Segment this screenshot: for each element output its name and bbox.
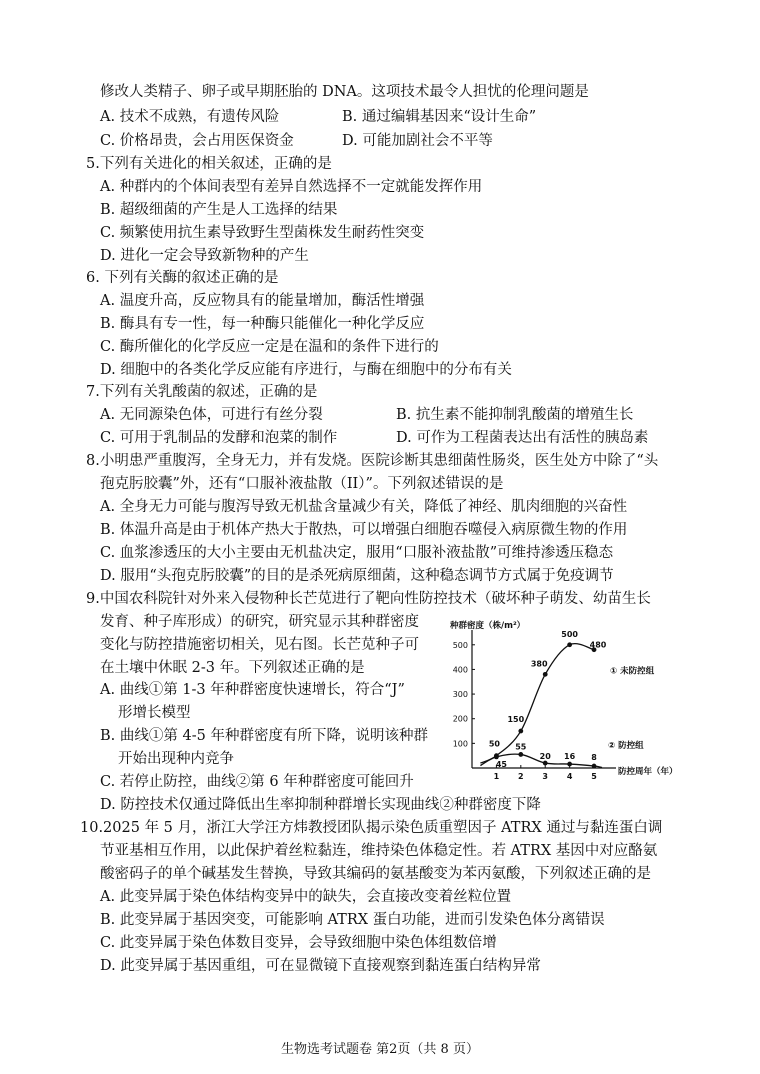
q7-option-d: D. 可作为工程菌表达出有活性的胰岛素 xyxy=(396,430,649,446)
q6-option-c: C. 酶所催化的化学反应一定是在温和的条件下进行的 xyxy=(100,339,439,355)
q9-stem-line1: 9.中国农科院针对外来入侵物种长芒苋进行了靶向性防控技术（破坏种子萌发、幼苗生长 xyxy=(86,591,651,607)
q6-option-b: B. 酶具有专一性，每一种酶只能催化一种化学反应 xyxy=(100,316,425,332)
y-tick-label: 300 xyxy=(452,690,468,700)
q9-stem-line3: 变化与防控措施密切相关，见右图。长芒苋种子可 xyxy=(100,637,419,653)
chart-xlabel: 防控周年（年） xyxy=(618,767,678,777)
q9-stem-line4: 在土壤中休眠 2-3 年。下列叙述正确的是 xyxy=(100,660,365,676)
q4-option-d: D. 可能加剧社会不平等 xyxy=(342,133,493,149)
q4-option-c: C. 价格昂贵，会占用医保资金 xyxy=(100,133,294,149)
q7-option-c: C. 可用于乳制品的发酵和泡菜的制作 xyxy=(100,430,338,446)
q5-option-b: B. 超级细菌的产生是人工选择的结果 xyxy=(100,202,338,218)
q10-stem-line3: 酸密码子的单个碱基发生替换，导致其编码的氨基酸变为苯丙氨酸，下列叙述正确的是 xyxy=(100,866,651,882)
chart-ylabel: 种群密度（株/m²） xyxy=(450,621,526,631)
series-1-point xyxy=(543,672,548,677)
series-2-data-label: 20 xyxy=(539,752,551,762)
q9-option-c: C. 若停止防控，曲线②第 6 年种群密度可能回升 xyxy=(100,774,414,790)
q9-option-d: D. 防控技术仅通过降低出生率抑制种群增长实现曲线②种群密度下降 xyxy=(100,797,541,813)
x-tick-label: 2 xyxy=(518,772,524,781)
series-1-data-label: 480 xyxy=(589,640,607,650)
q5-stem: 5.下列有关进化的相关叙述，正确的是 xyxy=(86,156,332,172)
series-1-data-label: 500 xyxy=(561,629,578,639)
q7-stem: 7.下列有关乳酸菌的叙述，正确的是 xyxy=(86,384,318,400)
y-tick-label: 400 xyxy=(452,665,468,675)
series-2-point xyxy=(567,762,572,767)
q7-option-a: A. 无同源染色体，可进行有丝分裂 xyxy=(100,407,323,423)
x-tick-label: 3 xyxy=(542,772,549,781)
q9-option-a-line2: 形增长模型 xyxy=(118,705,191,721)
q4-option-a: A. 技术不成熟，有遗传风险 xyxy=(100,109,280,125)
q4-stem-tail: 修改人类精子、卵子或早期胚胎的 DNA。这项技术最令人担忧的伦理问题是 xyxy=(100,84,589,100)
q8-option-c: C. 血浆渗透压的大小主要由无机盐决定，服用“口服补液盐散”可维持渗透压稳态 xyxy=(100,545,614,561)
series-2-data-label: 55 xyxy=(515,742,527,752)
q9-option-b-line1: B. 曲线①第 4-5 年种群密度有所下降，说明该种群 xyxy=(100,728,428,744)
q10-option-a: A. 此变异属于染色体结构变异中的缺失，会直接改变着丝粒位置 xyxy=(100,889,512,905)
q9-stem-line2: 发育、种子库形成）的研究，研究显示其种群密度 xyxy=(100,614,419,630)
x-tick-label: 1 xyxy=(493,772,500,781)
q10-option-b: B. 此变异属于基因突变，可能影响 ATRX 蛋白功能，进而引发染色体分离错误 xyxy=(100,912,605,928)
series-1-data-label: 50 xyxy=(488,739,500,749)
y-tick-label: 200 xyxy=(452,714,468,724)
q8-option-d: D. 服用“头孢克肟胶囊”的目的是杀死病原细菌，这种稳态调节方式属于免疫调节 xyxy=(100,568,614,584)
series-1-point xyxy=(567,642,572,647)
series-2-point xyxy=(518,752,523,757)
q5-option-c: C. 频繁使用抗生素导致野生型菌株发生耐药性突变 xyxy=(100,225,425,241)
q10-stem-line1: 10.2025 年 5 月，浙江大学汪方炜教授团队揭示染色质重塑因子 ATRX 通过与黏连蛋白调 xyxy=(80,820,663,836)
series-2-point xyxy=(592,764,597,769)
series-2-data-label: 16 xyxy=(564,752,576,762)
q5-option-a: A. 种群内的个体间表型有差异自然选择不一定就能发挥作用 xyxy=(100,179,483,195)
series-2-point xyxy=(543,761,548,766)
series-1-point xyxy=(518,729,523,734)
q6-option-d: D. 细胞中的各类化学反应能有序进行，与酶在细胞中的分布有关 xyxy=(100,362,512,378)
x-tick-label: 4 xyxy=(566,772,573,781)
y-tick-label: 500 xyxy=(452,640,468,650)
series-2-data-label: 8 xyxy=(591,753,597,763)
q8-option-a: A. 全身无力可能与腹泻导致无机盐含量减少有关，降低了神经、肌肉细胞的兴奋性 xyxy=(100,499,628,515)
q10-option-d: D. 此变异属于基因重组，可在显微镜下直接观察到黏连蛋白结构异常 xyxy=(100,958,541,974)
q8-option-b: B. 体温升高是由于机体产热大于散热，可以增强白细胞吞噬侵入病原微生物的作用 xyxy=(100,522,628,538)
population-density-chart xyxy=(444,618,704,790)
q4-option-b: B. 通过编辑基因来“设计生命” xyxy=(342,109,537,125)
q6-stem: 6. 下列有关酶的叙述正确的是 xyxy=(86,270,279,286)
q6-option-a: A. 温度升高，反应物具有的能量增加，酶活性增强 xyxy=(100,293,425,309)
q10-option-c: C. 此变异属于染色体数目变异，会导致细胞中染色体组数倍增 xyxy=(100,935,497,951)
page-footer: 生物选考试题卷 第2页（共 8 页） xyxy=(281,1042,479,1057)
series-2-name-label: ② 防控组 xyxy=(608,741,644,752)
series-1-data-label: 380 xyxy=(530,659,548,669)
q5-option-d: D. 进化一定会导致新物种的产生 xyxy=(100,248,309,264)
y-tick-label: 100 xyxy=(452,739,468,749)
series-2-data-label: 45 xyxy=(495,759,507,769)
q9-option-a-line1: A. 曲线①第 1-3 年种群密度快速增长，符合“J” xyxy=(100,682,405,698)
q7-option-b: B. 抗生素不能抑制乳酸菌的增殖生长 xyxy=(396,407,634,423)
x-tick-label: 5 xyxy=(591,772,597,781)
series-1-data-label: 150 xyxy=(507,715,525,725)
series-2-point xyxy=(494,755,499,760)
q10-stem-line2: 节亚基相互作用，以此保护着丝粒黏连，维持染色体稳定性。若 ATRX 基因中对应酪氨 xyxy=(100,843,658,859)
q8-stem-line2: 孢克肟胶囊”外，还有“口服补液盐散（II）”。下列叙述错误的是 xyxy=(100,476,504,492)
q9-option-b-line2: 开始出现种内竞争 xyxy=(118,751,234,767)
q8-stem-line1: 8.小明患严重腹泻，全身无力，并有发烧。医院诊断其患细菌性肠炎，医生处方中除了“头 xyxy=(86,453,659,469)
series-1-name-label: ① 未防控组 xyxy=(610,666,655,677)
